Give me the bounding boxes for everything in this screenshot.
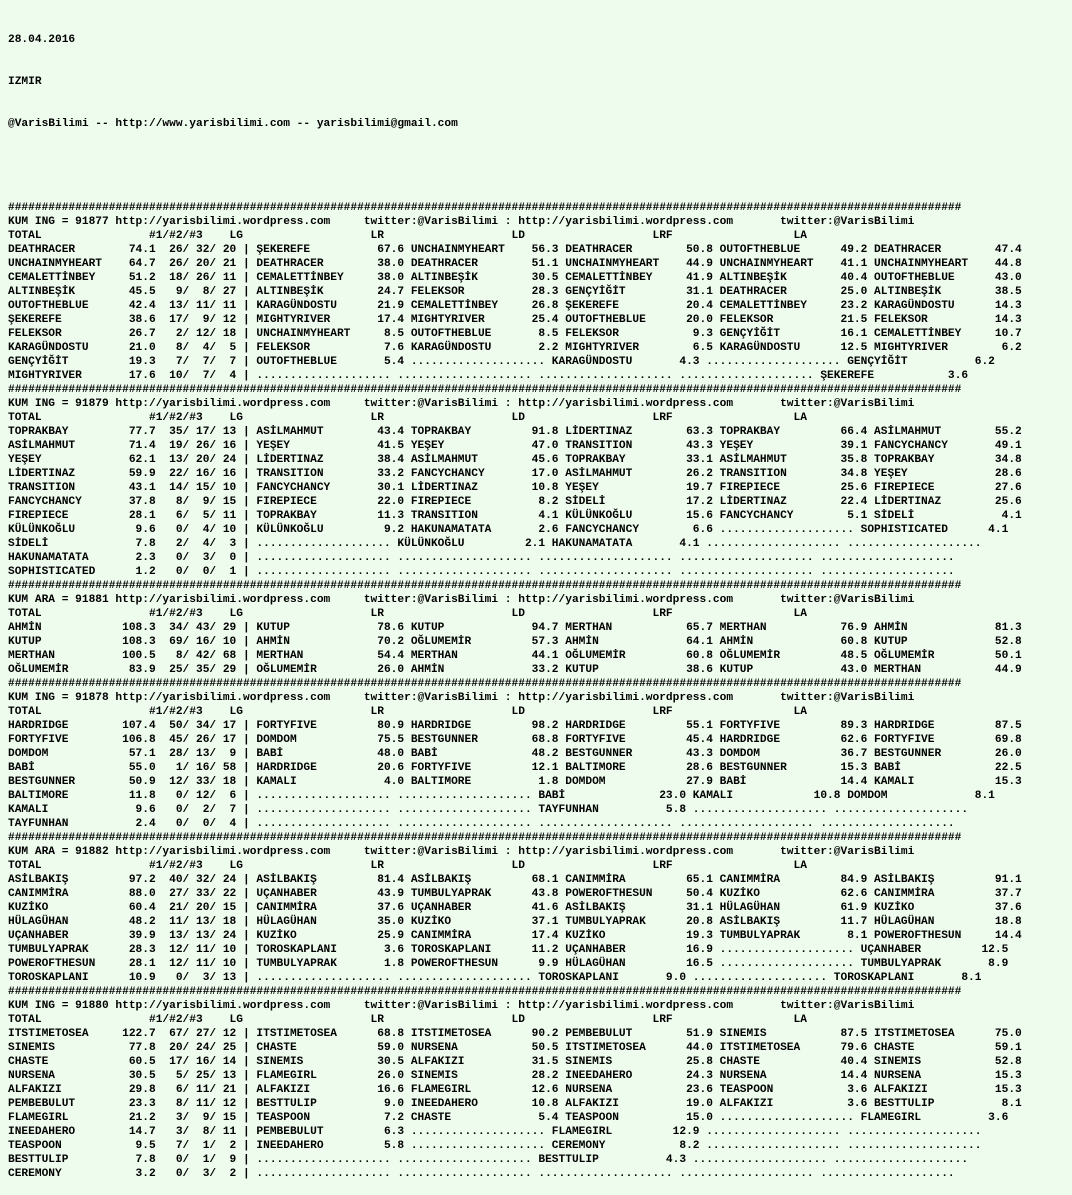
table-row: HAKUNAMATATA 2.3 0/ 3/ 0 | .................... .................... .................... .................... .................... (8, 552, 955, 564)
table-row: TOPRAKBAY 77.7 35/ 17/ 13 | ASİLMAHMUT 43.4 TOPRAKBAY 91.8 LİDERTINAZ 63.3 TOPRAKBAY 66.4 ASİLMAHMUT 55.2 (8, 426, 1022, 438)
contact-line: @VarisBilimi -- http://www.yarisbilimi.com -- yarisbilimi@gmail.com (8, 118, 458, 130)
table-row: SİDELİ 7.8 2/ 4/ 3 | .................... KÜLÜNKOĞLU 2.1 HAKUNAMATATA 4.1 .................... .................... (8, 538, 982, 550)
race-section (8, 383, 1072, 579)
separator-line: ############################################################################################################################################## (8, 986, 962, 998)
race-sections (8, 201, 1072, 1181)
table-row: ŞEKEREFE 38.6 17/ 9/ 12 | MIGHTYRIVER 17.4 MIGHTYRIVER 25.4 OUTOFTHEBLUE 20.0 FELEKSOR 21.5 FELEKSOR 14.3 (8, 314, 1022, 326)
table-row: SOPHISTICATED 1.2 0/ 0/ 1 | .................... .................... .................... .................... .................... (8, 566, 955, 578)
table-row: UÇANHABER 39.9 13/ 13/ 24 | KUZİKO 25.9 CANIMMİRA 17.4 KUZİKO 19.3 TUMBULYAPRAK 8.1 POWEROFTHESUN 14.4 (8, 930, 1022, 942)
table-row: KUZİKO 60.4 21/ 20/ 15 | CANIMMİRA 37.6 UÇANHABER 41.6 ASİLBAKIŞ 31.1 HÜLAGÜHAN 61.9 KUZİKO 37.6 (8, 902, 1022, 914)
table-row: DEATHRACER 74.1 26/ 32/ 20 | ŞEKEREFE 67.6 UNCHAINMYHEART 56.3 DEATHRACER 50.8 OUTOFTHEBLUE 49.2 DEATHRACER 47.4 (8, 244, 1022, 256)
section-title: KUM ING = 91880 http://yarisbilimi.wordpress.com twitter:@VarisBilimi : http://yarisbilimi.wordpress.com twitter:@VarisBilimi (8, 1000, 915, 1012)
table-row: CEREMONY 3.2 0/ 3/ 2 | .................... .................... .................... .................... .................... (8, 1168, 955, 1180)
table-row: HÜLAGÜHAN 48.2 11/ 13/ 18 | HÜLAGÜHAN 35.0 KUZİKO 37.1 TUMBULYAPRAK 20.8 ASİLBAKIŞ 11.7 HÜLAGÜHAN 18.8 (8, 916, 1022, 928)
table-row: BABİ 55.0 1/ 16/ 58 | HARDRIDGE 20.6 FORTYFIVE 12.1 BALTIMORE 28.6 BESTGUNNER 15.3 BABİ 22.5 (8, 762, 1022, 774)
race-section (8, 677, 1072, 831)
table-row: INEEDAHERO 14.7 3/ 8/ 11 | PEMBEBULUT 6.3 .................... FLAMEGIRL 12.9 .................... .................... (8, 1126, 982, 1138)
separator-line: ############################################################################################################################################## (8, 202, 962, 214)
separator-line: ############################################################################################################################################## (8, 580, 962, 592)
column-headers: TOTAL #1/#2/#3 LG LR LD LRF LA (8, 1014, 807, 1026)
table-row: NURSENA 30.5 5/ 25/ 13 | FLAMEGIRL 26.0 SINEMIS 28.2 INEEDAHERO 24.3 NURSENA 14.4 NURSENA 15.3 (8, 1070, 1022, 1082)
column-headers: TOTAL #1/#2/#3 LG LR LD LRF LA (8, 608, 807, 620)
table-row: FELEKSOR 26.7 2/ 12/ 18 | UNCHAINMYHEART 8.5 OUTOFTHEBLUE 8.5 FELEKSOR 9.3 GENÇYİĞİT 16.1 CEMALETTİNBEY 10.7 (8, 328, 1022, 340)
table-row: MIGHTYRIVER 17.6 10/ 7/ 4 | .................... .................... .................... .................... ŞEKEREFE 3.6 (8, 370, 969, 382)
table-row: CHASTE 60.5 17/ 16/ 14 | SINEMIS 30.5 ALFAKIZI 31.5 SINEMIS 25.8 CHASTE 40.4 SINEMIS 52.8 (8, 1056, 1022, 1068)
table-row: SINEMIS 77.8 20/ 24/ 25 | CHASTE 59.0 NURSENA 50.5 ITSTIMETOSEA 44.0 ITSTIMETOSEA 79.6 CHASTE 59.1 (8, 1042, 1022, 1054)
table-row: UNCHAINMYHEART 64.7 26/ 20/ 21 | DEATHRACER 38.0 DEATHRACER 51.1 UNCHAINMYHEART 44.9 UNCHAINMYHEART 41.1 UNCHAINMYHEART 44.8 (8, 258, 1022, 270)
table-row: BESTGUNNER 50.9 12/ 33/ 18 | KAMALI 4.0 BALTIMORE 1.8 DOMDOM 27.9 BABİ 14.4 KAMALI 15.3 (8, 776, 1022, 788)
table-row: BESTTULIP 7.8 0/ 1/ 9 | .................... .................... BESTTULIP 4.3 .................... .................... (8, 1154, 969, 1166)
report-city: IZMIR (8, 76, 42, 88)
table-row: KUTUP 108.3 69/ 16/ 10 | AHMİN 70.2 OĞLUMEMİR 57.3 AHMİN 64.1 AHMİN 60.8 KUTUP 52.8 (8, 636, 1022, 648)
table-row: KARAGÜNDOSTU 21.0 8/ 4/ 5 | FELEKSOR 7.6 KARAGÜNDOSTU 2.2 MIGHTYRIVER 6.5 KARAGÜNDOSTU 12.5 MIGHTYRIVER 6.2 (8, 342, 1022, 354)
table-row: TOROSKAPLANI 10.9 0/ 3/ 13 | .................... .................... TOROSKAPLANI 9.0 .................... TOROSKAPLANI 8.1 (8, 972, 982, 984)
table-row: KAMALI 9.6 0/ 2/ 7 | .................... .................... TAYFUNHAN 5.8 .................... .................... (8, 804, 969, 816)
section-title: KUM ARA = 91882 http://yarisbilimi.wordpress.com twitter:@VarisBilimi : http://yarisbilimi.wordpress.com twitter:@VarisBilimi (8, 846, 915, 858)
race-section (8, 201, 1072, 383)
table-row: CANIMMİRA 88.0 27/ 33/ 22 | UÇANHABER 43.9 TUMBULYAPRAK 43.8 POWEROFTHESUN 50.4 KUZİKO 62.6 CANIMMİRA 37.7 (8, 888, 1022, 900)
table-row: ASİLBAKIŞ 97.2 40/ 32/ 24 | ASİLBAKIŞ 81.4 ASİLBAKIŞ 68.1 CANIMMİRA 65.1 CANIMMİRA 84.9 ASİLBAKIŞ 91.1 (8, 874, 1022, 886)
section-title: KUM ING = 91879 http://yarisbilimi.wordpress.com twitter:@VarisBilimi : http://yarisbilimi.wordpress.com twitter:@VarisBilimi (8, 398, 915, 410)
table-row: OĞLUMEMİR 83.9 25/ 35/ 29 | OĞLUMEMİR 26.0 AHMİN 33.2 KUTUP 38.6 KUTUP 43.0 MERTHAN 44.9 (8, 664, 1022, 676)
table-row: ALTINBEŞİK 45.5 9/ 8/ 27 | ALTINBEŞİK 24.7 FELEKSOR 28.3 GENÇYİĞİT 31.1 DEATHRACER 25.0 ALTINBEŞİK 38.5 (8, 286, 1022, 298)
section-title: KUM ING = 91877 http://yarisbilimi.wordpress.com twitter:@VarisBilimi : http://yarisbilimi.wordpress.com twitter:@VarisBilimi (8, 216, 915, 228)
table-row: ITSTIMETOSEA 122.7 67/ 27/ 12 | ITSTIMETOSEA 68.8 ITSTIMETOSEA 90.2 PEMBEBULUT 51.9 SINEMIS 87.5 ITSTIMETOSEA 75.0 (8, 1028, 1022, 1040)
table-row: TAYFUNHAN 2.4 0/ 0/ 4 | .................... .................... .................... .................... .................... (8, 818, 955, 830)
table-row: YEŞEY 62.1 13/ 20/ 24 | LİDERTINAZ 38.4 ASİLMAHMUT 45.6 TOPRAKBAY 33.1 ASİLMAHMUT 35.8 TOPRAKBAY 34.8 (8, 454, 1022, 466)
table-row: LİDERTINAZ 59.9 22/ 16/ 16 | TRANSITION 33.2 FANCYCHANCY 17.0 ASİLMAHMUT 26.2 TRANSITION 34.8 YEŞEY 28.6 (8, 468, 1022, 480)
report-date: 28.04.2016 (8, 34, 76, 46)
table-row: ALFAKIZI 29.8 6/ 11/ 21 | ALFAKIZI 16.6 FLAMEGIRL 12.6 NURSENA 23.6 TEASPOON 3.6 ALFAKIZI 15.3 (8, 1084, 1022, 1096)
race-section (8, 985, 1072, 1181)
section-title: KUM ING = 91878 http://yarisbilimi.wordpress.com twitter:@VarisBilimi : http://yarisbilimi.wordpress.com twitter:@VarisBilimi (8, 692, 915, 704)
table-row: POWEROFTHESUN 28.1 12/ 11/ 10 | TUMBULYAPRAK 1.8 POWEROFTHESUN 9.9 HÜLAGÜHAN 16.5 .................... TUMBULYAPRAK 8.9 (8, 958, 1009, 970)
spacer (8, 159, 1072, 173)
table-row: KÜLÜNKOĞLU 9.6 0/ 4/ 10 | KÜLÜNKOĞLU 9.2 HAKUNAMATATA 2.6 FANCYCHANCY 6.6 .................... SOPHISTICATED 4.1 (8, 524, 1009, 536)
column-headers: TOTAL #1/#2/#3 LG LR LD LRF LA (8, 230, 807, 242)
separator-line: ############################################################################################################################################## (8, 678, 962, 690)
table-row: BALTIMORE 11.8 0/ 12/ 6 | .................... .................... BABİ 23.0 KAMALI 10.8 DOMDOM 8.1 (8, 790, 995, 802)
column-headers: TOTAL #1/#2/#3 LG LR LD LRF LA (8, 706, 807, 718)
race-section (8, 579, 1072, 677)
table-row: CEMALETTİNBEY 51.2 18/ 26/ 11 | CEMALETTİNBEY 38.0 ALTINBEŞİK 30.5 CEMALETTİNBEY 41.9 ALTINBEŞİK 40.4 OUTOFTHEBLUE 43.0 (8, 272, 1022, 284)
column-headers: TOTAL #1/#2/#3 LG LR LD LRF LA (8, 860, 807, 872)
table-row: MERTHAN 100.5 8/ 42/ 68 | MERTHAN 54.4 MERTHAN 44.1 OĞLUMEMİR 60.8 OĞLUMEMİR 48.5 OĞLUMEMİR 50.1 (8, 650, 1022, 662)
table-row: GENÇYİĞİT 19.3 7/ 7/ 7 | OUTOFTHEBLUE 5.4 .................... KARAGÜNDOSTU 4.3 .................... GENÇYİĞİT 6.2 (8, 356, 995, 368)
table-row: FLAMEGIRL 21.2 3/ 9/ 15 | TEASPOON 7.2 CHASTE 5.4 TEASPOON 15.0 .................... FLAMEGIRL 3.6 (8, 1112, 1009, 1124)
table-row: OUTOFTHEBLUE 42.4 13/ 11/ 11 | KARAGÜNDOSTU 21.9 CEMALETTİNBEY 26.8 ŞEKEREFE 20.4 CEMALETTİNBEY 23.2 KARAGÜNDOSTU 14.3 (8, 300, 1022, 312)
column-headers: TOTAL #1/#2/#3 LG LR LD LRF LA (8, 412, 807, 424)
separator-line: ############################################################################################################################################## (8, 384, 962, 396)
table-row: PEMBEBULUT 23.3 8/ 11/ 12 | BESTTULIP 9.0 INEEDAHERO 10.8 ALFAKIZI 19.0 ALFAKIZI 3.6 BESTTULIP 8.1 (8, 1098, 1022, 1110)
section-title: KUM ARA = 91881 http://yarisbilimi.wordpress.com twitter:@VarisBilimi : http://yarisbilimi.wordpress.com twitter:@VarisBilimi (8, 594, 915, 606)
table-row: TUMBULYAPRAK 28.3 12/ 11/ 10 | TOROSKAPLANI 3.6 TOROSKAPLANI 11.2 UÇANHABER 16.9 .................... UÇANHABER 12.5 (8, 944, 1009, 956)
table-row: DOMDOM 57.1 28/ 13/ 9 | BABİ 48.0 BABİ 48.2 BESTGUNNER 43.3 DOMDOM 36.7 BESTGUNNER 26.0 (8, 748, 1022, 760)
table-row: TEASPOON 9.5 7/ 1/ 2 | INEEDAHERO 5.8 .................... CEREMONY 8.2 .................... .................... (8, 1140, 982, 1152)
table-row: TRANSITION 43.1 14/ 15/ 10 | FANCYCHANCY 30.1 LİDERTINAZ 10.8 YEŞEY 19.7 FIREPIECE 25.6 FIREPIECE 27.6 (8, 482, 1022, 494)
race-section (8, 831, 1072, 985)
table-row: FIREPIECE 28.1 6/ 5/ 11 | TOPRAKBAY 11.3 TRANSITION 4.1 KÜLÜNKOĞLU 15.6 FANCYCHANCY 5.1 SİDELİ 4.1 (8, 510, 1022, 522)
table-row: AHMİN 108.3 34/ 43/ 29 | KUTUP 78.6 KUTUP 94.7 MERTHAN 65.7 MERTHAN 76.9 AHMİN 81.3 (8, 622, 1022, 634)
table-row: HARDRIDGE 107.4 50/ 34/ 17 | FORTYFIVE 80.9 HARDRIDGE 98.2 HARDRIDGE 55.1 FORTYFIVE 89.3 HARDRIDGE 87.5 (8, 720, 1022, 732)
table-row: FANCYCHANCY 37.8 8/ 9/ 15 | FIREPIECE 22.0 FIREPIECE 8.2 SİDELİ 17.2 LİDERTINAZ 22.4 LİDERTINAZ 25.6 (8, 496, 1022, 508)
separator-line: ############################################################################################################################################## (8, 832, 962, 844)
table-row: FORTYFIVE 106.8 45/ 26/ 17 | DOMDOM 75.5 BESTGUNNER 68.8 FORTYFIVE 45.4 HARDRIDGE 62.6 FORTYFIVE 69.8 (8, 734, 1022, 746)
table-row: ASİLMAHMUT 71.4 19/ 26/ 16 | YEŞEY 41.5 YEŞEY 47.0 TRANSITION 43.3 YEŞEY 39.1 FANCYCHANCY 49.1 (8, 440, 1022, 452)
